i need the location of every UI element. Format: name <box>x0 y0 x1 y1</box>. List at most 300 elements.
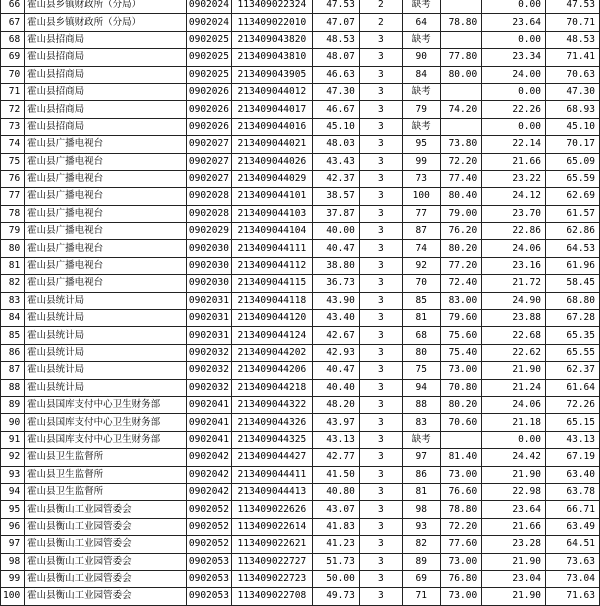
interview-order-cell: 68 <box>402 327 440 344</box>
written-score-cell: 37.87 <box>312 205 359 222</box>
interview-order-cell: 94 <box>402 379 440 396</box>
ticket-number-cell: 213409044016 <box>231 118 312 135</box>
row-number-cell: 68 <box>1 31 25 48</box>
plan-count-cell: 3 <box>359 101 402 118</box>
total-score-cell: 58.45 <box>545 275 599 292</box>
post-code-cell: 0902025 <box>186 49 231 66</box>
table-row <box>1 31 600 48</box>
written-score-cell: 47.30 <box>312 83 359 100</box>
unit-name-cell: 霍山县衡山工业园管委会 <box>25 518 187 535</box>
ticket-number-cell: 213409044017 <box>231 101 312 118</box>
interview-score-cell <box>440 0 481 14</box>
post-code-cell: 0902041 <box>186 414 231 431</box>
table-row <box>1 188 600 205</box>
row-number-cell: 74 <box>1 136 25 153</box>
table-row <box>1 501 600 518</box>
total-score-cell: 68.80 <box>545 292 599 309</box>
total-score-cell: 71.63 <box>545 588 599 605</box>
post-code-cell: 0902027 <box>186 170 231 187</box>
plan-count-cell: 3 <box>359 570 402 587</box>
row-number-cell: 86 <box>1 344 25 361</box>
interview-weighted-cell: 21.90 <box>482 553 546 570</box>
ticket-number-cell: 213409044427 <box>231 449 312 466</box>
unit-name-cell: 霍山县卫生监督所 <box>25 449 187 466</box>
total-score-cell: 66.71 <box>545 501 599 518</box>
table-row <box>1 483 600 500</box>
unit-name-cell: 霍山县卫生监督所 <box>25 483 187 500</box>
ticket-number-cell: 213409044411 <box>231 466 312 483</box>
interview-score-cell: 77.40 <box>440 170 481 187</box>
plan-count-cell: 3 <box>359 275 402 292</box>
unit-name-cell: 霍山县衡山工业园管委会 <box>25 553 187 570</box>
unit-name-cell: 霍山县国库支付中心卫生财务部 <box>25 431 187 448</box>
total-score-cell: 63.78 <box>545 483 599 500</box>
interview-weighted-cell: 23.16 <box>482 257 546 274</box>
total-score-cell: 65.15 <box>545 414 599 431</box>
table-row <box>1 153 600 170</box>
interview-order-cell: 缺考 <box>402 83 440 100</box>
table-row <box>1 327 600 344</box>
post-code-cell: 0902030 <box>186 275 231 292</box>
written-score-cell: 43.13 <box>312 431 359 448</box>
total-score-cell: 70.17 <box>545 136 599 153</box>
written-score-cell: 42.93 <box>312 344 359 361</box>
ticket-number-cell: 213409044112 <box>231 257 312 274</box>
unit-name-cell: 霍山县广播电视台 <box>25 205 187 222</box>
written-score-cell: 41.83 <box>312 518 359 535</box>
interview-score-cell <box>440 31 481 48</box>
ticket-number-cell: 213409044322 <box>231 396 312 413</box>
written-score-cell: 48.20 <box>312 396 359 413</box>
plan-count-cell: 3 <box>359 344 402 361</box>
unit-name-cell: 霍山县招商局 <box>25 31 187 48</box>
interview-weighted-cell: 24.12 <box>482 188 546 205</box>
unit-name-cell: 霍山县统计局 <box>25 379 187 396</box>
row-number-cell: 79 <box>1 223 25 240</box>
interview-order-cell: 87 <box>402 223 440 240</box>
row-number-cell: 73 <box>1 118 25 135</box>
ticket-number-cell: 213409044111 <box>231 240 312 257</box>
interview-order-cell: 73 <box>402 170 440 187</box>
interview-order-cell: 81 <box>402 310 440 327</box>
total-score-cell: 61.64 <box>545 379 599 396</box>
row-number-cell: 85 <box>1 327 25 344</box>
unit-name-cell: 霍山县招商局 <box>25 66 187 83</box>
interview-order-cell: 64 <box>402 14 440 31</box>
plan-count-cell: 3 <box>359 31 402 48</box>
row-number-cell: 83 <box>1 292 25 309</box>
post-code-cell: 0902052 <box>186 536 231 553</box>
interview-weighted-cell: 21.24 <box>482 379 546 396</box>
written-score-cell: 40.40 <box>312 379 359 396</box>
table-row <box>1 275 600 292</box>
interview-weighted-cell: 21.66 <box>482 153 546 170</box>
plan-count-cell: 3 <box>359 518 402 535</box>
written-score-cell: 40.47 <box>312 240 359 257</box>
table-row <box>1 553 600 570</box>
unit-name-cell: 霍山县统计局 <box>25 344 187 361</box>
post-code-cell: 0902041 <box>186 396 231 413</box>
interview-weighted-cell: 24.00 <box>482 66 546 83</box>
ticket-number-cell: 113409022626 <box>231 501 312 518</box>
interview-score-cell: 79.60 <box>440 310 481 327</box>
post-code-cell: 0902031 <box>186 327 231 344</box>
interview-score-cell: 70.80 <box>440 379 481 396</box>
plan-count-cell: 3 <box>359 449 402 466</box>
post-code-cell: 0902032 <box>186 362 231 379</box>
plan-count-cell: 3 <box>359 414 402 431</box>
row-number-cell: 69 <box>1 49 25 66</box>
interview-order-cell: 89 <box>402 553 440 570</box>
interview-weighted-cell: 24.90 <box>482 292 546 309</box>
interview-weighted-cell: 21.90 <box>482 362 546 379</box>
table-row <box>1 518 600 535</box>
plan-count-cell: 3 <box>359 588 402 605</box>
unit-name-cell: 霍山县统计局 <box>25 327 187 344</box>
table-row <box>1 379 600 396</box>
interview-weighted-cell: 23.88 <box>482 310 546 327</box>
interview-order-cell: 70 <box>402 275 440 292</box>
table-row <box>1 136 600 153</box>
interview-weighted-cell: 23.22 <box>482 170 546 187</box>
plan-count-cell: 3 <box>359 223 402 240</box>
post-code-cell: 0902052 <box>186 518 231 535</box>
post-code-cell: 0902031 <box>186 310 231 327</box>
table-row <box>1 310 600 327</box>
interview-score-cell: 83.00 <box>440 292 481 309</box>
table-row <box>1 118 600 135</box>
written-score-cell: 41.23 <box>312 536 359 553</box>
table-row <box>1 257 600 274</box>
total-score-cell: 62.69 <box>545 188 599 205</box>
table-row <box>1 396 600 413</box>
interview-order-cell: 80 <box>402 344 440 361</box>
table-row <box>1 101 600 118</box>
row-number-cell: 66 <box>1 0 25 14</box>
interview-score-cell: 73.00 <box>440 553 481 570</box>
interview-order-cell: 100 <box>402 188 440 205</box>
interview-weighted-cell: 21.90 <box>482 466 546 483</box>
row-number-cell: 71 <box>1 83 25 100</box>
ticket-number-cell: 213409044206 <box>231 362 312 379</box>
plan-count-cell: 3 <box>359 483 402 500</box>
post-code-cell: 0902032 <box>186 344 231 361</box>
total-score-cell: 64.53 <box>545 240 599 257</box>
interview-score-cell: 75.40 <box>440 344 481 361</box>
written-score-cell: 42.77 <box>312 449 359 466</box>
post-code-cell: 0902053 <box>186 553 231 570</box>
plan-count-cell: 3 <box>359 136 402 153</box>
total-score-cell: 68.93 <box>545 101 599 118</box>
interview-weighted-cell: 23.34 <box>482 49 546 66</box>
plan-count-cell: 3 <box>359 431 402 448</box>
written-score-cell: 47.07 <box>312 14 359 31</box>
interview-score-cell: 81.40 <box>440 449 481 466</box>
unit-name-cell: 霍山县广播电视台 <box>25 257 187 274</box>
unit-name-cell: 霍山县衡山工业园管委会 <box>25 570 187 587</box>
post-code-cell: 0902042 <box>186 483 231 500</box>
interview-score-cell: 72.20 <box>440 518 481 535</box>
total-score-cell: 65.55 <box>545 344 599 361</box>
interview-score-cell: 73.00 <box>440 362 481 379</box>
total-score-cell: 73.04 <box>545 570 599 587</box>
ticket-number-cell: 113409022621 <box>231 536 312 553</box>
ticket-number-cell: 213409043905 <box>231 66 312 83</box>
row-number-cell: 84 <box>1 310 25 327</box>
interview-order-cell: 69 <box>402 570 440 587</box>
ticket-number-cell: 213409044326 <box>231 414 312 431</box>
interview-weighted-cell: 24.42 <box>482 449 546 466</box>
interview-weighted-cell: 23.28 <box>482 536 546 553</box>
unit-name-cell: 霍山县统计局 <box>25 310 187 327</box>
table-row <box>1 240 600 257</box>
written-score-cell: 49.73 <box>312 588 359 605</box>
table-row <box>1 536 600 553</box>
row-number-cell: 95 <box>1 501 25 518</box>
table-row <box>1 223 600 240</box>
interview-weighted-cell: 24.06 <box>482 396 546 413</box>
ticket-number-cell: 113409022708 <box>231 588 312 605</box>
interview-order-cell: 缺考 <box>402 118 440 135</box>
interview-weighted-cell: 21.66 <box>482 518 546 535</box>
interview-order-cell: 缺考 <box>402 431 440 448</box>
interview-order-cell: 77 <box>402 205 440 222</box>
interview-score-cell: 80.00 <box>440 66 481 83</box>
interview-score-cell: 77.20 <box>440 257 481 274</box>
unit-name-cell: 霍山县招商局 <box>25 49 187 66</box>
unit-name-cell: 霍山县广播电视台 <box>25 170 187 187</box>
plan-count-cell: 3 <box>359 292 402 309</box>
plan-count-cell: 3 <box>359 188 402 205</box>
row-number-cell: 67 <box>1 14 25 31</box>
plan-count-cell: 3 <box>359 466 402 483</box>
interview-order-cell: 92 <box>402 257 440 274</box>
interview-score-cell <box>440 431 481 448</box>
plan-count-cell: 3 <box>359 536 402 553</box>
row-number-cell: 77 <box>1 188 25 205</box>
table-row <box>1 83 600 100</box>
interview-weighted-cell: 0.00 <box>482 83 546 100</box>
written-score-cell: 43.40 <box>312 310 359 327</box>
total-score-cell: 65.35 <box>545 327 599 344</box>
plan-count-cell: 3 <box>359 379 402 396</box>
ticket-number-cell: 213409044115 <box>231 275 312 292</box>
ticket-number-cell: 113409022324 <box>231 0 312 14</box>
interview-order-cell: 97 <box>402 449 440 466</box>
ticket-number-cell: 213409044021 <box>231 136 312 153</box>
interview-score-cell: 77.80 <box>440 49 481 66</box>
written-score-cell: 46.67 <box>312 101 359 118</box>
unit-name-cell: 霍山县广播电视台 <box>25 223 187 240</box>
interview-score-cell: 73.80 <box>440 136 481 153</box>
plan-count-cell: 3 <box>359 205 402 222</box>
unit-name-cell: 霍山县国库支付中心卫生财务部 <box>25 396 187 413</box>
row-number-cell: 89 <box>1 396 25 413</box>
interview-order-cell: 85 <box>402 292 440 309</box>
row-number-cell: 98 <box>1 553 25 570</box>
table-row <box>1 292 600 309</box>
ticket-number-cell: 213409044026 <box>231 153 312 170</box>
written-score-cell: 42.37 <box>312 170 359 187</box>
ticket-number-cell: 213409044325 <box>231 431 312 448</box>
unit-name-cell: 霍山县广播电视台 <box>25 188 187 205</box>
plan-count-cell: 3 <box>359 310 402 327</box>
ticket-number-cell: 213409044029 <box>231 170 312 187</box>
unit-name-cell: 霍山县衡山工业园管委会 <box>25 588 187 605</box>
interview-weighted-cell: 21.18 <box>482 414 546 431</box>
row-number-cell: 91 <box>1 431 25 448</box>
total-score-cell: 61.96 <box>545 257 599 274</box>
table-body <box>1 0 600 605</box>
post-code-cell: 0902026 <box>186 83 231 100</box>
written-score-cell: 51.73 <box>312 553 359 570</box>
total-score-cell: 70.63 <box>545 66 599 83</box>
interview-score-cell: 75.60 <box>440 327 481 344</box>
ticket-number-cell: 113409022723 <box>231 570 312 587</box>
table-row <box>1 362 600 379</box>
interview-weighted-cell: 21.90 <box>482 588 546 605</box>
interview-score-cell: 70.60 <box>440 414 481 431</box>
interview-score-cell: 80.20 <box>440 396 481 413</box>
interview-score-cell: 72.20 <box>440 153 481 170</box>
row-number-cell: 87 <box>1 362 25 379</box>
written-score-cell: 48.53 <box>312 31 359 48</box>
post-code-cell: 0902042 <box>186 466 231 483</box>
post-code-cell: 0902025 <box>186 66 231 83</box>
table-row <box>1 170 600 187</box>
unit-name-cell: 霍山县广播电视台 <box>25 136 187 153</box>
interview-order-cell: 98 <box>402 501 440 518</box>
total-score-cell: 43.13 <box>545 431 599 448</box>
total-score-cell: 47.30 <box>545 83 599 100</box>
post-code-cell: 0902053 <box>186 570 231 587</box>
table-row <box>1 205 600 222</box>
total-score-cell: 73.63 <box>545 553 599 570</box>
interview-weighted-cell: 22.86 <box>482 223 546 240</box>
total-score-cell: 63.49 <box>545 518 599 535</box>
table-row <box>1 588 600 605</box>
written-score-cell: 38.57 <box>312 188 359 205</box>
ticket-number-cell: 213409043820 <box>231 31 312 48</box>
interview-order-cell: 95 <box>402 136 440 153</box>
written-score-cell: 36.73 <box>312 275 359 292</box>
interview-weighted-cell: 0.00 <box>482 31 546 48</box>
interview-order-cell: 86 <box>402 466 440 483</box>
plan-count-cell: 3 <box>359 170 402 187</box>
interview-weighted-cell: 24.06 <box>482 240 546 257</box>
plan-count-cell: 3 <box>359 240 402 257</box>
written-score-cell: 43.97 <box>312 414 359 431</box>
written-score-cell: 43.90 <box>312 292 359 309</box>
interview-score-cell: 76.80 <box>440 570 481 587</box>
interview-order-cell: 74 <box>402 240 440 257</box>
ticket-number-cell: 213409043810 <box>231 49 312 66</box>
written-score-cell: 48.03 <box>312 136 359 153</box>
post-code-cell: 0902025 <box>186 31 231 48</box>
unit-name-cell: 霍山县衡山工业园管委会 <box>25 536 187 553</box>
unit-name-cell: 霍山县国库支付中心卫生财务部 <box>25 414 187 431</box>
written-score-cell: 46.63 <box>312 66 359 83</box>
unit-name-cell: 霍山县衡山工业园管委会 <box>25 501 187 518</box>
written-score-cell: 47.53 <box>312 0 359 14</box>
interview-score-cell <box>440 118 481 135</box>
ticket-number-cell: 213409044101 <box>231 188 312 205</box>
ticket-number-cell: 113409022727 <box>231 553 312 570</box>
interview-score-cell: 79.00 <box>440 205 481 222</box>
unit-name-cell: 霍山县广播电视台 <box>25 275 187 292</box>
interview-score-cell <box>440 83 481 100</box>
plan-count-cell: 3 <box>359 49 402 66</box>
total-score-cell: 65.59 <box>545 170 599 187</box>
plan-count-cell: 3 <box>359 553 402 570</box>
interview-order-cell: 缺考 <box>402 31 440 48</box>
interview-weighted-cell: 22.68 <box>482 327 546 344</box>
interview-score-cell: 78.80 <box>440 501 481 518</box>
interview-weighted-cell: 21.72 <box>482 275 546 292</box>
table-row <box>1 449 600 466</box>
interview-order-cell: 84 <box>402 66 440 83</box>
interview-order-cell: 75 <box>402 362 440 379</box>
unit-name-cell: 霍山县广播电视台 <box>25 153 187 170</box>
ticket-number-cell: 213409044012 <box>231 83 312 100</box>
plan-count-cell: 3 <box>359 118 402 135</box>
post-code-cell: 0902029 <box>186 223 231 240</box>
post-code-cell: 0902024 <box>186 14 231 31</box>
post-code-cell: 0902027 <box>186 153 231 170</box>
interview-score-cell: 76.20 <box>440 223 481 240</box>
plan-count-cell: 2 <box>359 14 402 31</box>
post-code-cell: 0902024 <box>186 0 231 14</box>
row-number-cell: 99 <box>1 570 25 587</box>
interview-score-cell: 74.20 <box>440 101 481 118</box>
interview-order-cell: 79 <box>402 101 440 118</box>
row-number-cell: 76 <box>1 170 25 187</box>
interview-score-cell: 78.80 <box>440 14 481 31</box>
plan-count-cell: 3 <box>359 327 402 344</box>
interview-score-cell: 80.40 <box>440 188 481 205</box>
total-score-cell: 64.51 <box>545 536 599 553</box>
total-score-cell: 71.41 <box>545 49 599 66</box>
table-row <box>1 414 600 431</box>
post-code-cell: 0902030 <box>186 257 231 274</box>
table-row <box>1 344 600 361</box>
table-row <box>1 66 600 83</box>
post-code-cell: 0902042 <box>186 449 231 466</box>
table-row <box>1 466 600 483</box>
written-score-cell: 42.67 <box>312 327 359 344</box>
post-code-cell: 0902032 <box>186 379 231 396</box>
row-number-cell: 75 <box>1 153 25 170</box>
row-number-cell: 97 <box>1 536 25 553</box>
post-code-cell: 0902052 <box>186 501 231 518</box>
unit-name-cell: 霍山县乡镇财政所（分局） <box>25 14 187 31</box>
ticket-number-cell: 213409044413 <box>231 483 312 500</box>
interview-order-cell: 93 <box>402 518 440 535</box>
interview-score-cell: 77.60 <box>440 536 481 553</box>
table-row <box>1 0 600 14</box>
row-number-cell: 80 <box>1 240 25 257</box>
ticket-number-cell: 213409044103 <box>231 205 312 222</box>
unit-name-cell: 霍山县招商局 <box>25 118 187 135</box>
post-code-cell: 0902026 <box>186 101 231 118</box>
total-score-cell: 65.09 <box>545 153 599 170</box>
row-number-cell: 90 <box>1 414 25 431</box>
row-number-cell: 94 <box>1 483 25 500</box>
post-code-cell: 0902031 <box>186 292 231 309</box>
interview-order-cell: 99 <box>402 153 440 170</box>
interview-order-cell: 缺考 <box>402 0 440 14</box>
interview-weighted-cell: 22.26 <box>482 101 546 118</box>
